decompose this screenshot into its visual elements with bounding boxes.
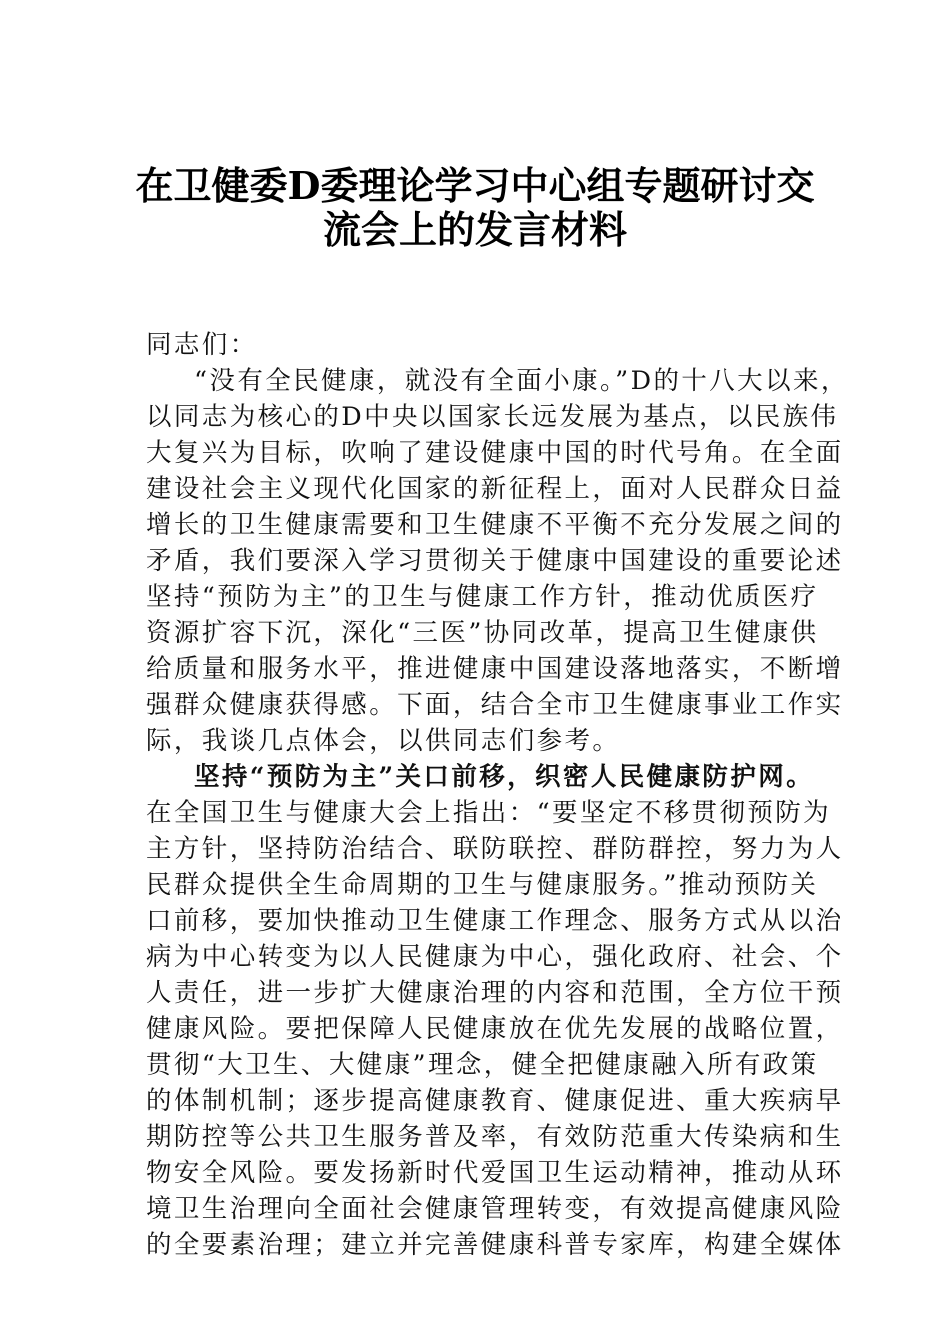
paragraph-2-line: 健康风险。要把保障人民健康放在优先发展的战略位置， bbox=[146, 1014, 844, 1044]
paragraph-2-line: 在全国卫生与健康大会上指出：“要坚定不移贯彻预防为 bbox=[146, 798, 832, 828]
paragraph-1-line: 矛盾，我们要深入学习贯彻关于健康中国建设的重要论述 bbox=[146, 546, 844, 576]
paragraph-1-line: “没有全民健康，就没有全面小康。”D的十八大以来， bbox=[194, 366, 849, 396]
paragraph-2-line: 主方针，坚持防治结合、联防联控、群防群控，努力为人 bbox=[146, 834, 844, 864]
paragraph-1-line: 建设社会主义现代化国家的新征程上，面对人民群众日益 bbox=[146, 474, 844, 504]
document-title-line-1: 在卫健委D委理论学习中心组专题研讨交 bbox=[135, 163, 815, 208]
document-title-line-2: 流会上的发言材料 bbox=[322, 207, 627, 252]
paragraph-2-line: 境卫生治理向全面社会健康管理转变，有效提高健康风险 bbox=[146, 1194, 844, 1224]
paragraph-2-line: 期防控等公共卫生服务普及率，有效防范重大传染病和生 bbox=[146, 1122, 844, 1152]
paragraph-1-line: 给质量和服务水平，推进健康中国建设落地落实，不断增 bbox=[146, 654, 844, 684]
paragraph-2-line: 人责任，进一步扩大健康治理的内容和范围，全方位干预 bbox=[146, 978, 844, 1008]
paragraph-1-line: 资源扩容下沉，深化“三医”协同改革，提高卫生健康供 bbox=[146, 618, 819, 648]
paragraph-2-line: 病为中心转变为以人民健康为中心，强化政府、社会、个 bbox=[146, 942, 844, 972]
paragraph-2-line: 的体制机制；逐步提高健康教育、健康促进、重大疾病早 bbox=[146, 1086, 844, 1116]
paragraph-1-line: 增长的卫生健康需要和卫生健康不平衡不充分发展之间的 bbox=[146, 510, 844, 540]
paragraph-1-line: 际，我谈几点体会，以供同志们参考。 bbox=[146, 726, 621, 756]
paragraph-1-line: 以同志为核心的D中央以国家长远发展为基点，以民族伟 bbox=[146, 402, 839, 432]
paragraph-2-line: 的全要素治理；建立并完善健康科普专家库，构建全媒体 bbox=[146, 1230, 844, 1260]
paragraph-2-line: 民群众提供全生命周期的卫生与健康服务。”推动预防关 bbox=[146, 870, 819, 900]
section-1-heading: 坚持“预防为主”关口前移，织密人民健康防护网。 bbox=[194, 762, 815, 792]
paragraph-1-line: 坚持“预防为主”的卫生与健康工作方针，推动优质医疗 bbox=[146, 582, 819, 612]
paragraph-2-line: 贯彻“大卫生、大健康”理念，健全把健康融入所有政策 bbox=[146, 1050, 819, 1080]
paragraph-2-line: 物安全风险。要发扬新时代爱国卫生运动精神，推动从环 bbox=[146, 1158, 844, 1188]
paragraph-1-line: 大复兴为目标，吹响了建设健康中国的时代号角。在全面 bbox=[146, 438, 844, 468]
salutation: 同志们： bbox=[146, 330, 258, 360]
paragraph-1-line: 强群众健康获得感。下面，结合全市卫生健康事业工作实 bbox=[146, 690, 844, 720]
paragraph-2-line: 口前移，要加快推动卫生健康工作理念、服务方式从以治 bbox=[146, 906, 844, 936]
